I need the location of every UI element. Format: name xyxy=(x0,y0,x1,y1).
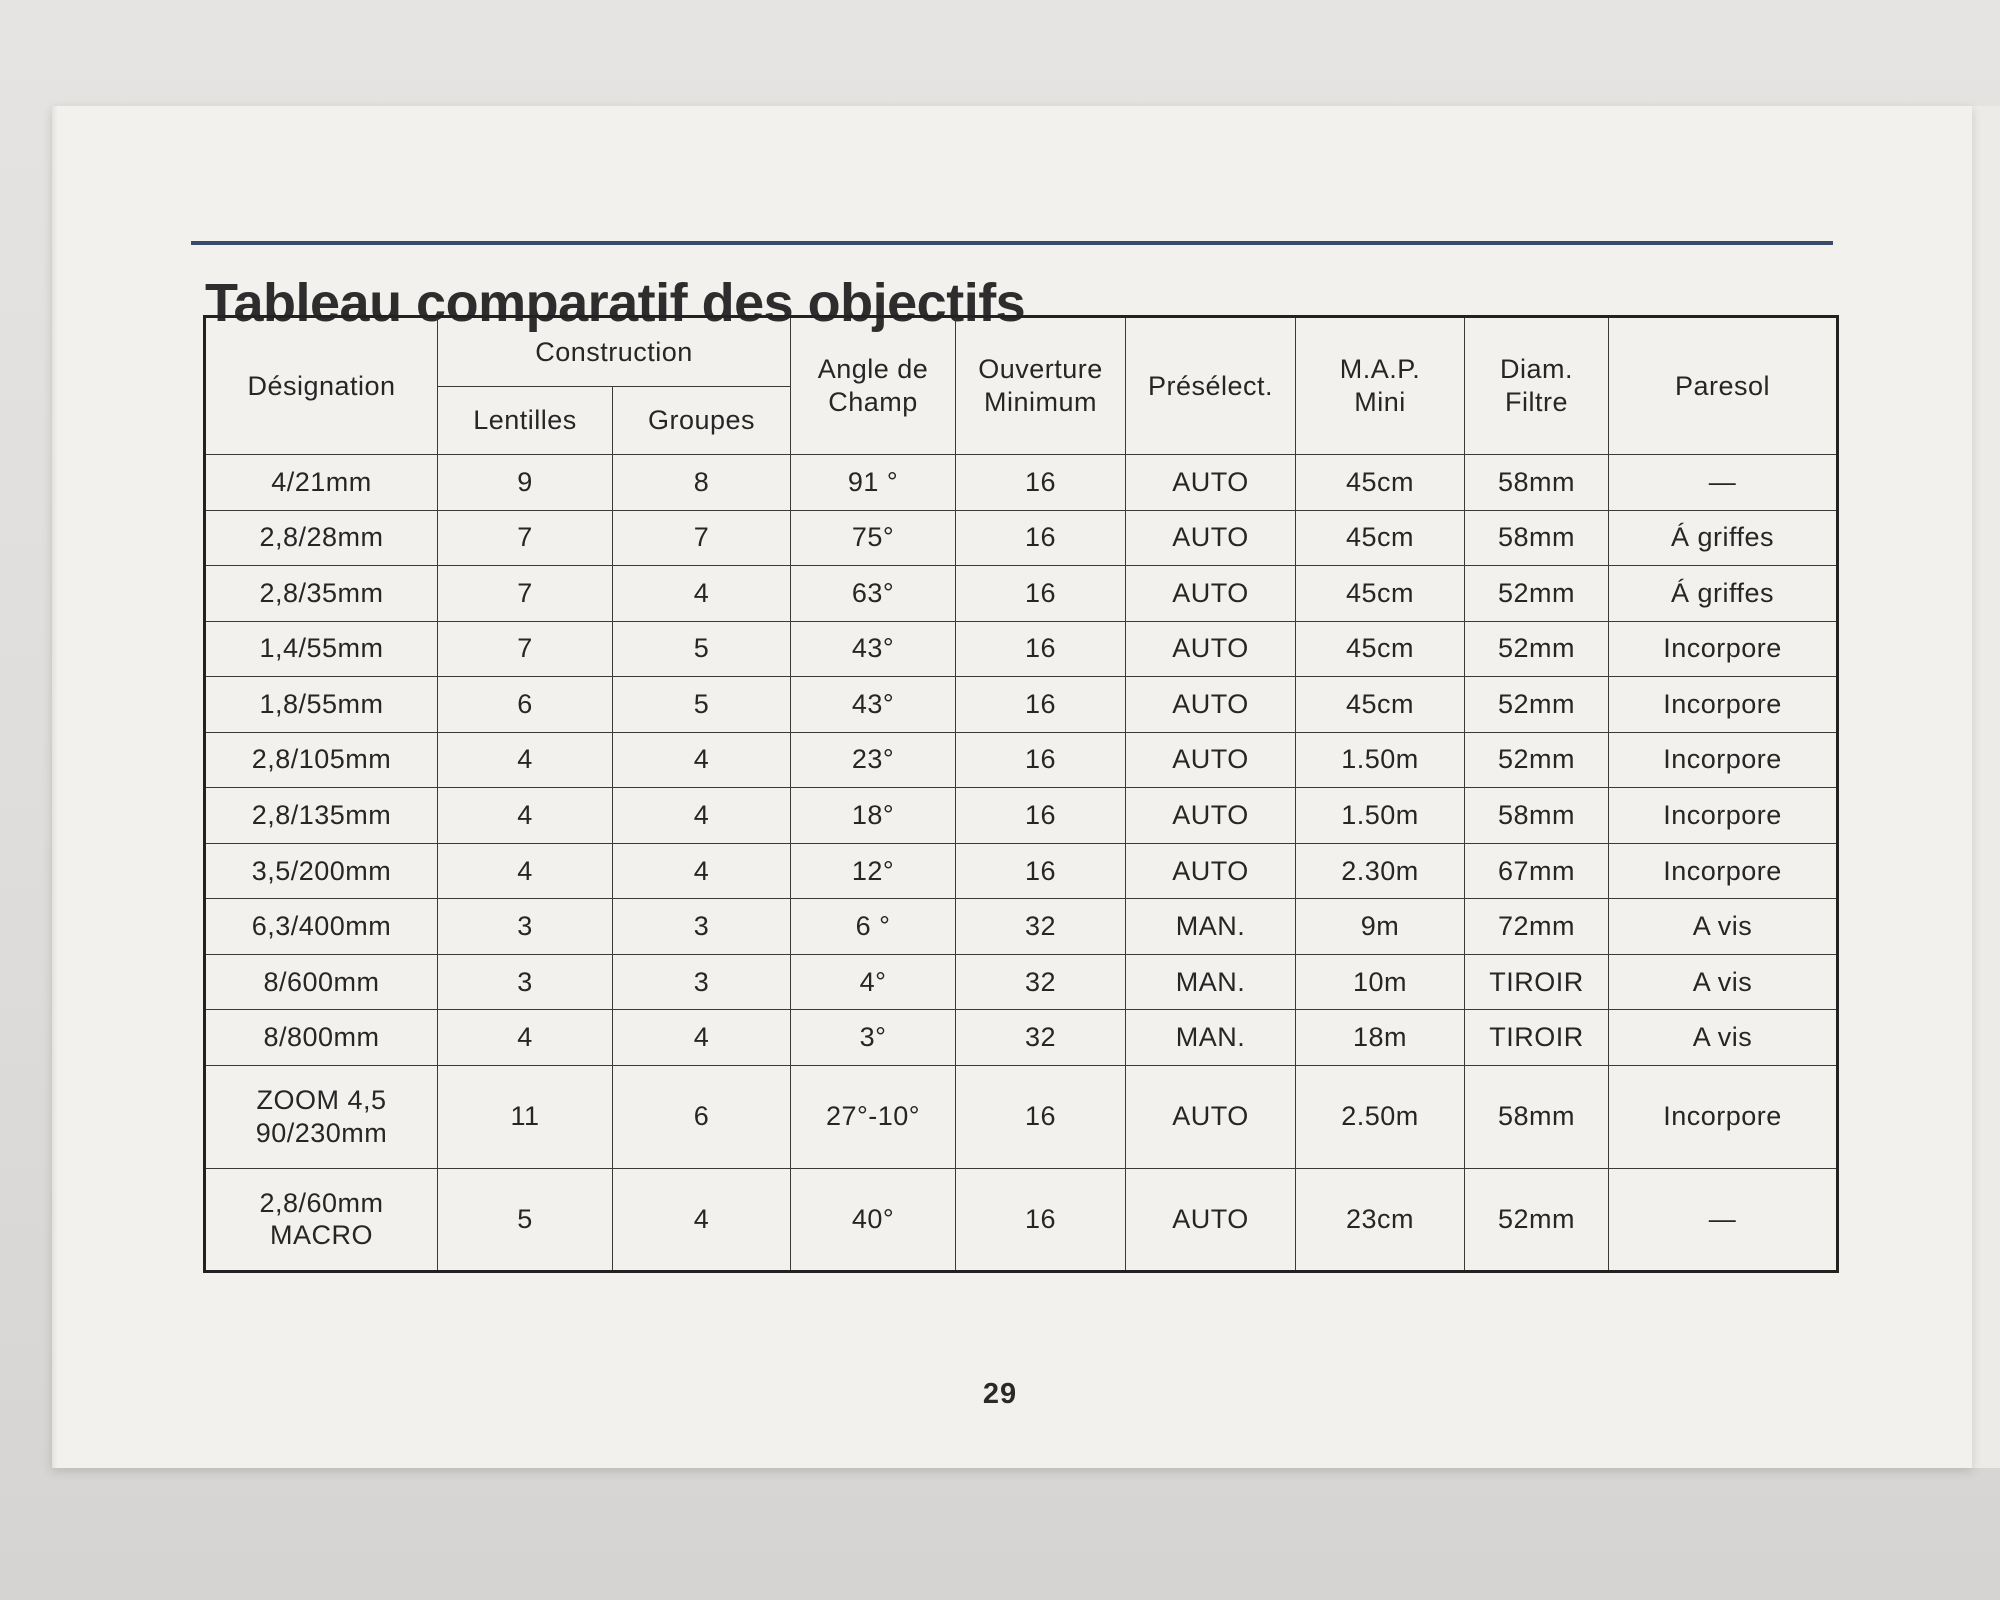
cell-paresol: Incorpore xyxy=(1609,621,1838,677)
table-row xyxy=(205,510,1838,566)
table-row xyxy=(205,954,1838,1010)
cell-filtre: 52mm xyxy=(1465,621,1609,677)
cell-paresol: Á griffes xyxy=(1609,566,1838,622)
cell-designation: 4/21mm xyxy=(205,455,438,511)
cell-groupes: 4 xyxy=(613,788,791,844)
cell-lentilles: 11 xyxy=(438,1065,613,1168)
cell-preselect: MAN. xyxy=(1126,899,1296,955)
table-row xyxy=(205,899,1838,955)
cell-map: 2.50m xyxy=(1296,1065,1465,1168)
cell-paresol: A vis xyxy=(1609,899,1838,955)
cell-ouverture: 32 xyxy=(956,899,1126,955)
cell-ouverture: 16 xyxy=(956,677,1126,733)
cell-ouverture: 16 xyxy=(956,621,1126,677)
header-lentilles: Lentilles xyxy=(438,387,613,455)
cell-groupes: 4 xyxy=(613,843,791,899)
header-construction: Construction xyxy=(438,317,791,387)
cell-lentilles: 4 xyxy=(438,732,613,788)
cell-groupes: 5 xyxy=(613,677,791,733)
table-row xyxy=(205,621,1838,677)
cell-paresol: Incorpore xyxy=(1609,732,1838,788)
cell-preselect: AUTO xyxy=(1126,455,1296,511)
cell-angle: 43° xyxy=(791,621,956,677)
header-paresol: Paresol xyxy=(1609,317,1838,455)
cell-designation: 2,8/28mm xyxy=(205,510,438,566)
cell-designation: 8/800mm xyxy=(205,1010,438,1066)
cell-paresol: A vis xyxy=(1609,1010,1838,1066)
cell-designation: 8/600mm xyxy=(205,954,438,1010)
cell-paresol: A vis xyxy=(1609,954,1838,1010)
page-title: Tableau comparatif des objectifs xyxy=(205,273,1026,333)
cell-paresol: Incorpore xyxy=(1609,677,1838,733)
page-binding-edge xyxy=(52,106,58,1468)
cell-lentilles: 9 xyxy=(438,455,613,511)
cell-ouverture: 16 xyxy=(956,843,1126,899)
table-row xyxy=(205,788,1838,844)
cell-map: 23cm xyxy=(1296,1168,1465,1271)
cell-ouverture: 16 xyxy=(956,1168,1126,1271)
table-row xyxy=(205,1065,1838,1168)
cell-paresol: Incorpore xyxy=(1609,1065,1838,1168)
cell-filtre: 58mm xyxy=(1465,788,1609,844)
cell-paresol: Incorpore xyxy=(1609,788,1838,844)
cell-preselect: AUTO xyxy=(1126,510,1296,566)
table-row xyxy=(205,1168,1838,1271)
cell-map: 9m xyxy=(1296,899,1465,955)
cell-ouverture: 16 xyxy=(956,510,1126,566)
cell-map: 45cm xyxy=(1296,566,1465,622)
cell-filtre: TIROIR xyxy=(1465,954,1609,1010)
cell-designation: 1,8/55mm xyxy=(205,677,438,733)
cell-preselect: AUTO xyxy=(1126,621,1296,677)
cell-filtre: TIROIR xyxy=(1465,1010,1609,1066)
cell-map: 18m xyxy=(1296,1010,1465,1066)
cell-map: 45cm xyxy=(1296,455,1465,511)
cell-lentilles: 5 xyxy=(438,1168,613,1271)
cell-angle: 75° xyxy=(791,510,956,566)
cell-map: 45cm xyxy=(1296,510,1465,566)
cell-lentilles: 6 xyxy=(438,677,613,733)
cell-angle: 4° xyxy=(791,954,956,1010)
cell-paresol: Á griffes xyxy=(1609,510,1838,566)
cell-lentilles: 7 xyxy=(438,510,613,566)
cell-groupes: 4 xyxy=(613,732,791,788)
table-body xyxy=(205,455,1838,1272)
cell-lentilles: 7 xyxy=(438,621,613,677)
cell-filtre: 52mm xyxy=(1465,677,1609,733)
cell-paresol: — xyxy=(1609,455,1838,511)
header-diam-line1: Diam. xyxy=(1500,354,1574,385)
cell-preselect: MAN. xyxy=(1126,954,1296,1010)
designation-line1: 2,8/60mm xyxy=(259,1187,384,1218)
cell-designation: 2,8/135mm xyxy=(205,788,438,844)
cell-map: 1.50m xyxy=(1296,732,1465,788)
table-row xyxy=(205,1010,1838,1066)
header-angle-de-champ xyxy=(791,317,956,455)
cell-angle: 3° xyxy=(791,1010,956,1066)
booklet-page xyxy=(52,106,1972,1468)
cell-ouverture: 16 xyxy=(956,732,1126,788)
cell-angle: 27°-10° xyxy=(791,1065,956,1168)
table-row xyxy=(205,732,1838,788)
cell-preselect: AUTO xyxy=(1126,566,1296,622)
designation-line1: ZOOM 4,5 xyxy=(256,1084,387,1115)
cell-filtre: 58mm xyxy=(1465,455,1609,511)
header-map-line2: Mini xyxy=(1354,387,1406,417)
table-row xyxy=(205,566,1838,622)
cell-preselect: AUTO xyxy=(1126,788,1296,844)
header-diam-filtre xyxy=(1465,317,1609,455)
cell-designation: 2,8/105mm xyxy=(205,732,438,788)
header-ouverture-minimum xyxy=(956,317,1126,455)
cell-designation: 6,3/400mm xyxy=(205,899,438,955)
designation-line2: 90/230mm xyxy=(255,1117,388,1148)
title-underline xyxy=(191,241,1833,245)
cell-filtre: 58mm xyxy=(1465,1065,1609,1168)
cell-map: 1.50m xyxy=(1296,788,1465,844)
cell-groupes: 3 xyxy=(613,899,791,955)
header-preselect: Présélect. xyxy=(1126,317,1296,455)
cell-designation xyxy=(205,1065,438,1168)
cell-designation xyxy=(205,1168,438,1271)
header-map-mini xyxy=(1296,317,1465,455)
cell-groupes: 8 xyxy=(613,455,791,511)
cell-groupes: 6 xyxy=(613,1065,791,1168)
lens-comparison-table xyxy=(203,315,1839,1273)
header-map-line1: M.A.P. xyxy=(1339,354,1421,385)
cell-lentilles: 4 xyxy=(438,1010,613,1066)
cell-angle: 18° xyxy=(791,788,956,844)
header-angle-line1: Angle de xyxy=(817,354,929,385)
cell-ouverture: 16 xyxy=(956,566,1126,622)
header-ouverture-line2: Minimum xyxy=(984,387,1098,417)
page-number: 29 xyxy=(982,1378,1018,1410)
header-angle-line2: Champ xyxy=(828,387,918,417)
cell-preselect: AUTO xyxy=(1126,732,1296,788)
cell-groupes: 3 xyxy=(613,954,791,1010)
cell-lentilles: 7 xyxy=(438,566,613,622)
cell-preselect: AUTO xyxy=(1126,1065,1296,1168)
cell-designation: 2,8/35mm xyxy=(205,566,438,622)
cell-ouverture: 16 xyxy=(956,1065,1126,1168)
cell-preselect: AUTO xyxy=(1126,1168,1296,1271)
cell-map: 45cm xyxy=(1296,621,1465,677)
table-row xyxy=(205,677,1838,733)
cell-ouverture: 32 xyxy=(956,954,1126,1010)
cell-groupes: 5 xyxy=(613,621,791,677)
cell-map: 45cm xyxy=(1296,677,1465,733)
cell-angle: 43° xyxy=(791,677,956,733)
cell-groupes: 4 xyxy=(613,566,791,622)
cell-filtre: 67mm xyxy=(1465,843,1609,899)
cell-ouverture: 16 xyxy=(956,788,1126,844)
cell-preselect: AUTO xyxy=(1126,843,1296,899)
cell-filtre: 58mm xyxy=(1465,510,1609,566)
cell-lentilles: 3 xyxy=(438,954,613,1010)
cell-filtre: 52mm xyxy=(1465,1168,1609,1271)
cell-groupes: 7 xyxy=(613,510,791,566)
cell-map: 10m xyxy=(1296,954,1465,1010)
cell-ouverture: 16 xyxy=(956,455,1126,511)
cell-filtre: 52mm xyxy=(1465,732,1609,788)
cell-preselect: AUTO xyxy=(1126,677,1296,733)
cell-angle: 91 ° xyxy=(791,455,956,511)
cell-paresol: — xyxy=(1609,1168,1838,1271)
cell-angle: 23° xyxy=(791,732,956,788)
cell-lentilles: 3 xyxy=(438,899,613,955)
table-header xyxy=(205,317,1838,455)
cell-groupes: 4 xyxy=(613,1168,791,1271)
cell-filtre: 52mm xyxy=(1465,566,1609,622)
header-ouverture-line1: Ouverture xyxy=(978,354,1103,385)
cell-angle: 63° xyxy=(791,566,956,622)
cell-designation: 1,4/55mm xyxy=(205,621,438,677)
header-diam-line2: Filtre xyxy=(1505,387,1569,417)
header-groupes: Groupes xyxy=(613,387,791,455)
cell-designation: 3,5/200mm xyxy=(205,843,438,899)
cell-filtre: 72mm xyxy=(1465,899,1609,955)
cell-groupes: 4 xyxy=(613,1010,791,1066)
header-designation: Désignation xyxy=(205,317,438,455)
cell-preselect: MAN. xyxy=(1126,1010,1296,1066)
cell-angle: 40° xyxy=(791,1168,956,1271)
cell-map: 2.30m xyxy=(1296,843,1465,899)
cell-angle: 6 ° xyxy=(791,899,956,955)
cell-ouverture: 32 xyxy=(956,1010,1126,1066)
designation-line2: MACRO xyxy=(270,1220,373,1251)
cell-lentilles: 4 xyxy=(438,843,613,899)
cell-lentilles: 4 xyxy=(438,788,613,844)
cell-angle: 12° xyxy=(791,843,956,899)
table-row xyxy=(205,843,1838,899)
table-row xyxy=(205,455,1838,511)
cell-paresol: Incorpore xyxy=(1609,843,1838,899)
